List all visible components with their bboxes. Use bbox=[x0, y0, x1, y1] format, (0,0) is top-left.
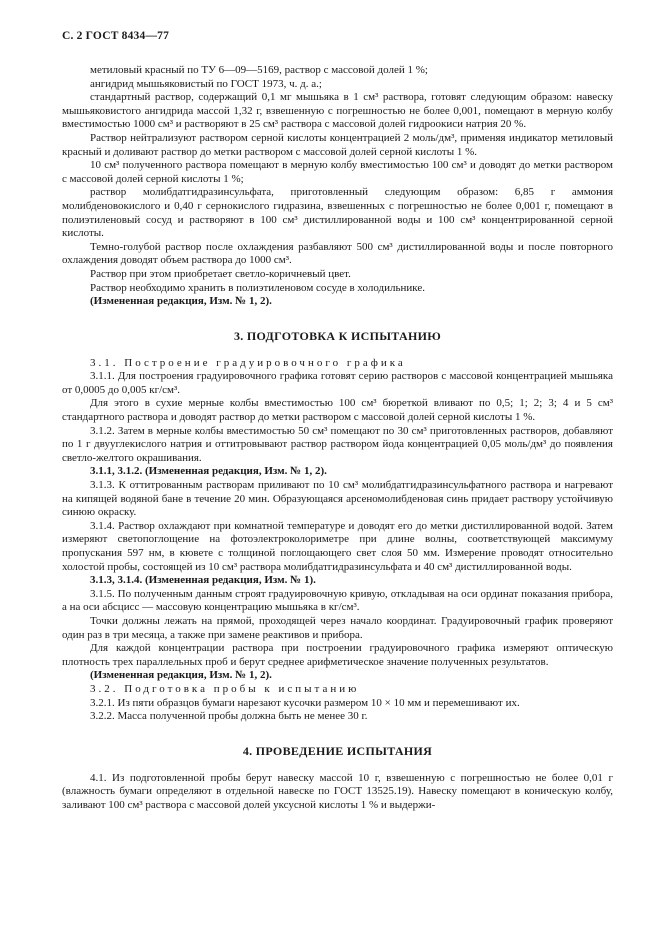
paragraph: 3.1.4. Раствор охлаждают при комнатной температуре и доводят его до метки дистиллированной водой. Затем измеряют светопоглощение на фотоэлектроколориметре при длине волны, соответствующей максимуму пропускания 597 нм, в кювете с толщиной поглощающего свет слоя 50 мм. Измерение проводят относительно холостой пробы, состоящей из 10 см³ раствора молибдатгидразинсульфата и 40 см³ дистиллированной воды. bbox=[62, 519, 613, 573]
section3-body bbox=[62, 357, 613, 724]
amendment-note: (Измененная редакция, Изм. № 1, 2). bbox=[90, 295, 272, 308]
section2-continuation bbox=[62, 64, 613, 309]
paragraph: Темно-голубой раствор после охлаждения разбавляют 500 см³ дистиллированной воды и после повторного охлаждения доводят объем раствора до 1000 см³. bbox=[62, 240, 613, 267]
paragraph: Раствор при этом приобретает светло-коричневый цвет. bbox=[90, 267, 351, 280]
amendment-note: 3.1.3, 3.1.4. (Измененная редакция, Изм. № 1). bbox=[90, 574, 316, 587]
paragraph: Для этого в сухие мерные колбы вместимостью 100 см³ бюреткой вливают по 0,5; 1; 2; 3; 4 и 5 см³ стандартного раствора и доводят раствор до метки раствором с массовой долей серной кислоты 1 %. bbox=[62, 397, 613, 424]
paragraph: 10 см³ полученного раствора помещают в мерную колбу вместимостью 100 см³ и доводят до метки раствором с массовой долей серной кислоты 1 %; bbox=[62, 159, 613, 185]
paragraph: 3.2.2. Масса полученной пробы должна быть не менее 30 г. bbox=[90, 710, 368, 723]
paragraph: раствор молибдатгидразинсульфата, приготовленный следующим образом: 6,85 г аммония молибденовокислого и 0,40 г сернокислого гидразина, взвешенных с погрешностью не более 0,001 г, помещают в полиэтиленовый сосуд и растворяют в 100 см³ дистиллированной воды и 100 см³ концентрированной серной кислоты. bbox=[62, 186, 613, 240]
paragraph: метиловый красный по ТУ 6—09—5169, раствор с массовой долей 1 %; bbox=[90, 64, 428, 76]
subsection-title: 3.1. Построение градуировочного графика bbox=[90, 356, 406, 369]
paragraph: 4.1. Из подготовленной пробы берут навеску массой 10 г, взвешенную с погрешностью не более 0,01 г (влажность бумаги определяют в отдельной навеске по ГОСТ 13525.19). Навеску помещают в коническую колбу, заливают 100 см³ раствора с массовой долей уксусной кислоты 1 % и выдержи- bbox=[62, 771, 613, 811]
section-heading: 4. ПРОВЕДЕНИЕ ИСПЫТАНИЯ bbox=[242, 743, 433, 758]
paragraph: ангидрид мышьяковистый по ГОСТ 1973, ч. д. а.; bbox=[90, 77, 322, 90]
paragraph: Раствор необходимо хранить в полиэтиленовом сосуде в холодильнике. bbox=[90, 281, 425, 294]
paragraph: Для каждой концентрации раствора при построении градуировочного графика измеряют оптическую плотность трех параллельных проб и берут среднее арифметическое значение полученных результатов. bbox=[62, 642, 613, 668]
section4-body bbox=[62, 772, 613, 813]
amendment-note: 3.1.1, 3.1.2. (Измененная редакция, Изм. № 1, 2). bbox=[90, 465, 327, 478]
amendment-note: (Измененная редакция, Изм. № 1, 2). bbox=[90, 669, 272, 682]
paragraph: 3.1.5. По полученным данным строят градуировочную кривую, откладывая на оси ординат показания прибора, а на оси абсцисс — массовую концентрацию мышьяка в кг/см³. bbox=[62, 587, 613, 614]
paragraph: 3.1.2. Затем в мерные колбы вместимостью 50 см³ помещают по 30 см³ приготовленных растворов, добавляют по 1 г двууглекислого натрия и оттитровывают раствор раствором йода концентрацией 0,05 моль/дм³ до появления светло-желтого окрашивания. bbox=[62, 424, 613, 464]
paragraph: Точки должны лежать на прямой, проходящей через начало координат. Градуировочный график проверяют один раз в три месяца, а также при замене реактивов и прибора. bbox=[62, 614, 613, 641]
paragraph: Раствор нейтрализуют раствором серной кислоты концентрацией 2 моль/дм³, применяя индикатор метиловый красный и доливают раствор до метки раствором с массовой долей серной кислоты 1 %. bbox=[62, 131, 613, 158]
subsection-title: 3.2. Подготовка пробы к испытанию bbox=[90, 682, 360, 695]
running-head: С. 2 ГОСТ 8434—77 bbox=[62, 30, 170, 42]
paragraph: стандартный раствор, содержащий 0,1 мг мышьяка в 1 см³ раствора, готовят следующим образом: навеску мышьяковистого ангидрида массой 1,32 г, взвешенную с погрешностью не более 0,001, помещают в мерную колбу вместимостью 1000 см³ и растворяют в 25 см³ раствора с массовой долей гидроокиси натрия 20 %. bbox=[62, 91, 613, 131]
paragraph: 3.2.1. Из пяти образцов бумаги нарезают кусочки размером 10 × 10 мм и перемешивают их. bbox=[90, 696, 520, 709]
paragraph: 3.1.1. Для построения градуировочного графика готовят серию растворов с массовой концентрацией мышьяка от 0,0005 до 0,005 кг/см³. bbox=[62, 370, 613, 396]
section-heading: 3. ПОДГОТОВКА К ИСПЫТАНИЮ bbox=[233, 328, 442, 343]
paragraph: 3.1.3. К оттитрованным растворам приливают по 10 см³ молибдатгидразинсульфатного раствора и нагревают на кипящей водяной бане в течение 20 мин. Образующаяся арсеномолибденовая синь придает раствору устойчивую синюю окраску. bbox=[62, 479, 613, 519]
